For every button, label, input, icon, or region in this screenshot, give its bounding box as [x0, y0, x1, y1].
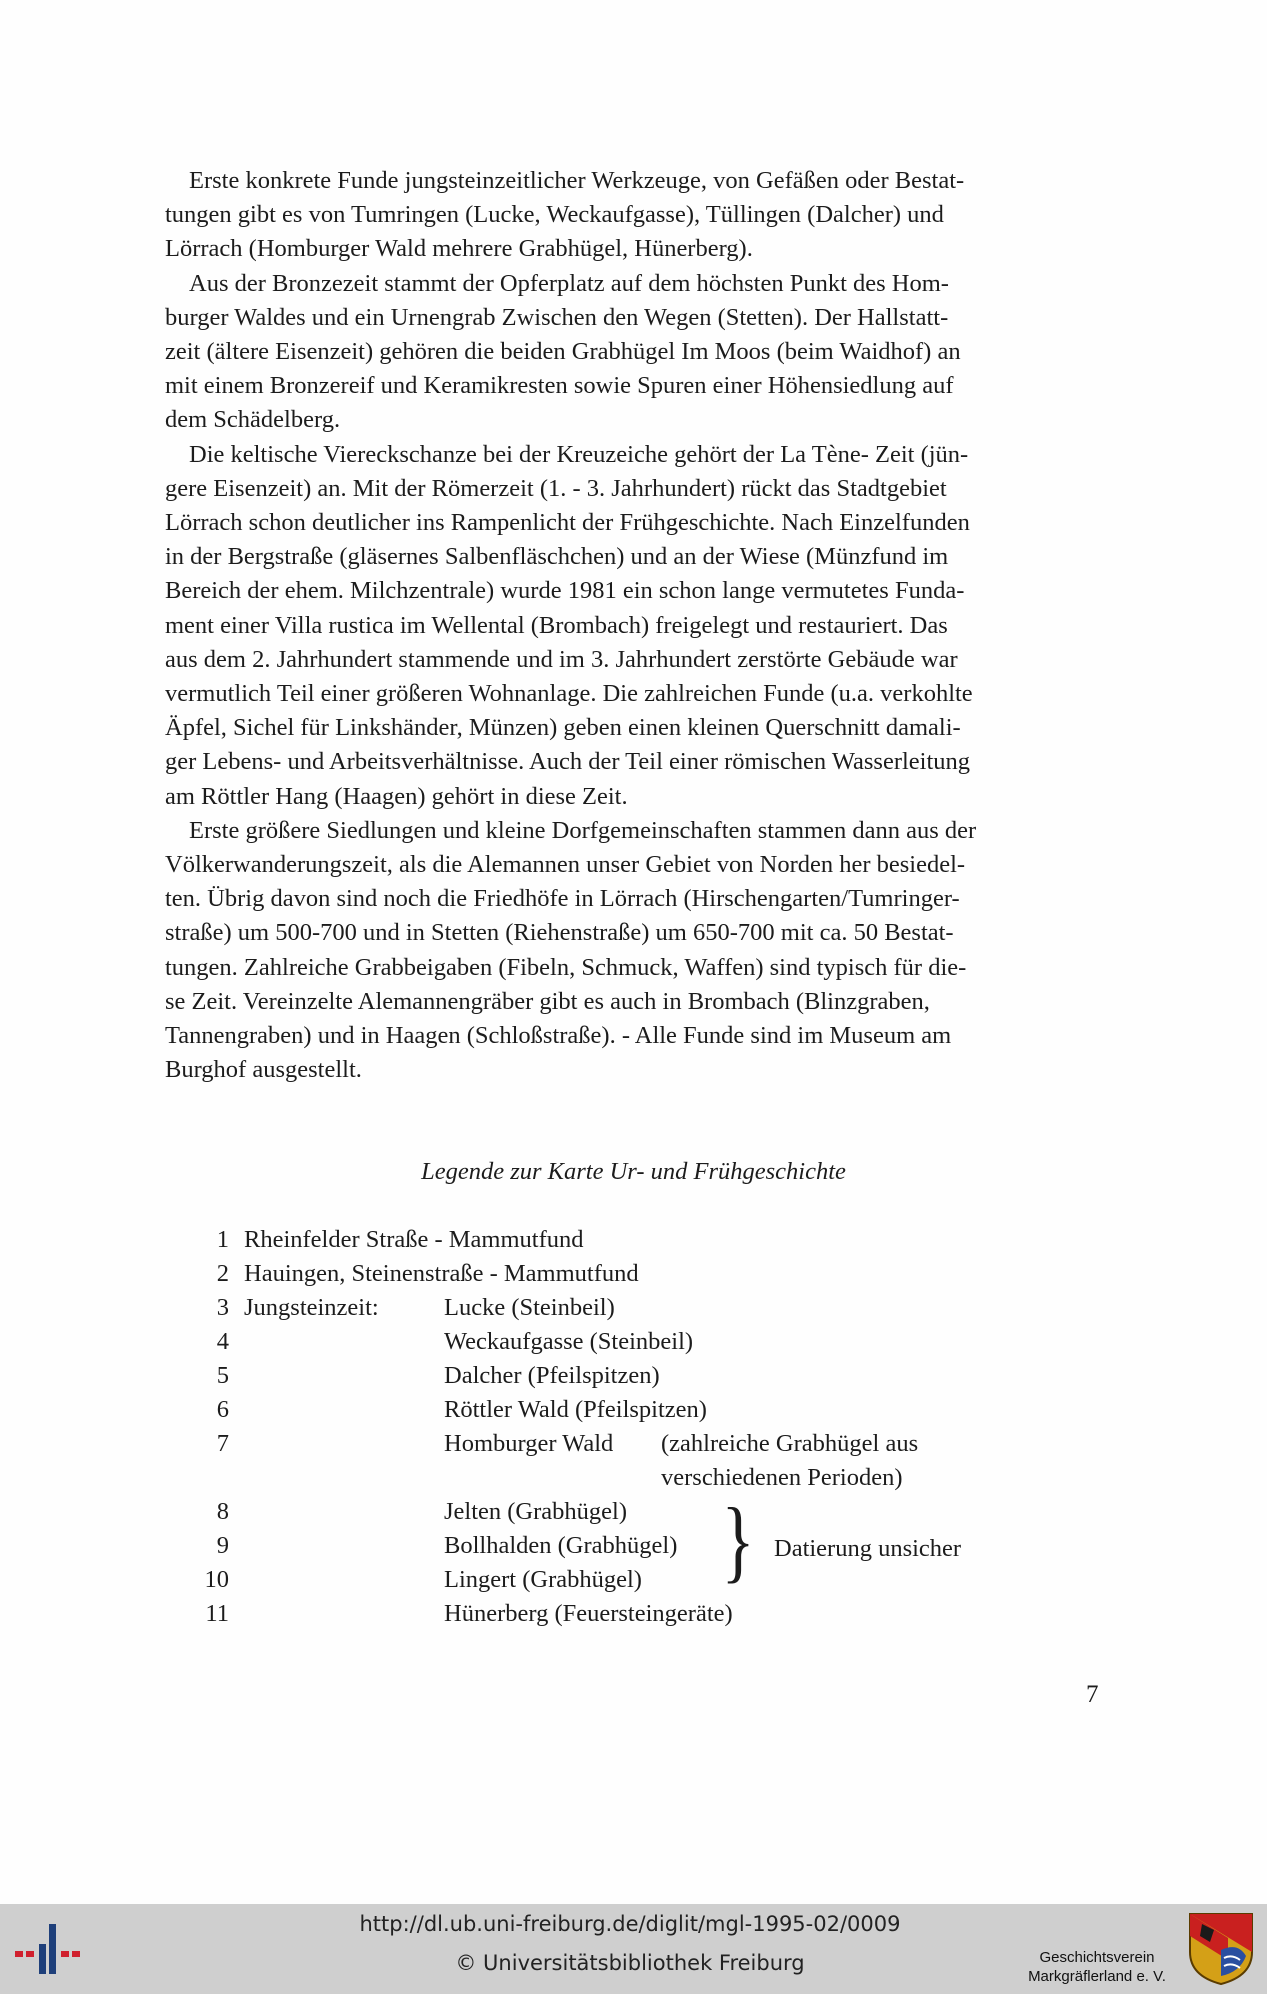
- society-name-line1: Geschichtsverein: [1039, 1949, 1155, 1966]
- paragraph: [165, 438, 1102, 814]
- legend-text: Rheinfelder Straße - Mammutfund: [244, 1226, 584, 1253]
- text-line: gere Eisenzeit) an. Mit der Römerzeit (1. - 3. Jahrhundert) rückt das Stadtgebiet: [165, 474, 947, 502]
- legend-number: 4: [216, 1328, 229, 1355]
- legend-number: 9: [216, 1532, 229, 1559]
- legend-number: 10: [204, 1566, 229, 1593]
- legend-site: Lucke (Steinbeil): [444, 1294, 615, 1321]
- legend-number: 6: [216, 1396, 229, 1423]
- legend-number: 3: [216, 1294, 229, 1321]
- legend-site: Bollhalden (Grabhügel): [444, 1532, 678, 1559]
- text-line: mit einem Bronzereif und Keramikresten sowie Spuren einer Höhensiedlung auf: [165, 372, 954, 400]
- legend-title: Legende zur Karte Ur- und Frühgeschichte: [421, 1158, 846, 1185]
- legend-site: Lingert (Grabhügel): [444, 1566, 642, 1593]
- coat-of-arms-icon: [1188, 1912, 1254, 1986]
- legend-row: [0, 1498, 1267, 1532]
- text-line: Bereich der ehem. Milchzentrale) wurde 1981 ein schon lange vermutetes Funda-: [165, 577, 965, 605]
- body-text: [165, 164, 1102, 1087]
- legend-row: [0, 1430, 1267, 1464]
- legend-site: Weckaufgasse (Steinbeil): [444, 1328, 694, 1355]
- text-line: aus dem 2. Jahrhundert stammende und im 3. Jahrhundert zerstörte Gebäude war: [165, 645, 958, 673]
- legend-text: Hauingen, Steinenstraße - Mammutfund: [244, 1260, 639, 1287]
- text-line: Tannengraben) und in Haagen (Schloßstraße). - Alle Funde sind im Museum am: [165, 1022, 952, 1050]
- legend-brace-note: Datierung unsicher: [774, 1535, 962, 1562]
- text-line: vermutlich Teil einer größeren Wohnanlage. Die zahlreichen Funde (u.a. verkohlte: [165, 680, 973, 708]
- text-line: ger Lebens- und Arbeitsverhältnisse. Auch der Teil einer römischen Wasserleitung: [165, 748, 971, 776]
- text-line: Erste konkrete Funde jungsteinzeitlicher Werkzeuge, von Gefäßen oder Bestat-: [189, 167, 965, 194]
- page-number: 7: [1086, 1681, 1099, 1708]
- legend-row: [0, 1226, 1267, 1260]
- paragraph: [165, 164, 1102, 267]
- text-line: straße) um 500-700 und in Stetten (Riehenstraße) um 650-700 mit ca. 50 Bestat-: [165, 919, 954, 947]
- text-line: Die keltische Viereckschanze bei der Kreuzeiche gehört der La Tène- Zeit (jün-: [189, 440, 969, 468]
- legend-number: 5: [216, 1362, 229, 1389]
- legend-row: [0, 1600, 1267, 1634]
- text-line: Erste größere Siedlungen und kleine Dorfgemeinschaften stammen dann aus der: [189, 816, 977, 844]
- curly-brace-icon: }: [721, 1489, 755, 1591]
- text-line: zeit (ältere Eisenzeit) gehören die beiden Grabhügel Im Moos (beim Waidhof) an: [165, 338, 961, 366]
- legend-site: Homburger Wald: [444, 1430, 614, 1457]
- text-line: tungen. Zahlreiche Grabbeigaben (Fibeln, Schmuck, Waffen) sind typisch für die-: [165, 953, 967, 981]
- viewer-footer: [0, 1904, 1267, 1994]
- text-line: tungen gibt es von Tumringen (Lucke, Weckaufgasse), Tüllingen (Dalcher) und: [165, 201, 944, 229]
- text-line: Völkerwanderungszeit, als die Alemannen unser Gebiet von Norden her besiedel-: [165, 851, 966, 879]
- legend-number: 7: [216, 1430, 229, 1457]
- university-library-logo-icon: [15, 1924, 81, 1974]
- legend-number: 1: [216, 1226, 229, 1253]
- legend-site: Röttler Wald (Pfeilspitzen): [444, 1396, 707, 1423]
- legend-row: [0, 1362, 1267, 1396]
- document-url-link[interactable]: http://dl.ub.uni-freiburg.de/diglit/mgl-1995-02/0009: [359, 1912, 901, 1936]
- text-line: Aus der Bronzezeit stammt der Opferplatz auf dem höchsten Punkt des Hom-: [189, 269, 949, 297]
- society-name: [1012, 1948, 1182, 1986]
- legend-row: [0, 1328, 1267, 1362]
- legend-site: Jelten (Grabhügel): [444, 1498, 627, 1525]
- legend-note: (zahlreiche Grabhügel aus: [661, 1430, 919, 1457]
- legend-number: 2: [216, 1260, 229, 1287]
- text-line: ment einer Villa rustica im Wellental (Brombach) freigelegt und restauriert. Das: [165, 611, 948, 639]
- text-line: ten. Übrig davon sind noch die Friedhöfe in Lörrach (Hirschengarten/Tumringer-: [165, 885, 960, 913]
- text-line: Lörrach (Homburger Wald mehrere Grabhügel, Hünerberg).: [165, 235, 753, 263]
- text-line: dem Schädelberg.: [165, 406, 341, 434]
- text-line: Äpfel, Sichel für Linkshänder, Münzen) geben einen kleinen Querschnitt damali-: [165, 714, 961, 742]
- legend-row: [0, 1464, 1267, 1498]
- copyright-text: © Universitätsbibliothek Freiburg: [455, 1951, 805, 1975]
- society-name-line2: Markgräflerland e. V.: [1028, 1968, 1166, 1985]
- text-line: Burghof ausgestellt.: [165, 1056, 362, 1084]
- legend-row: [0, 1294, 1267, 1328]
- text-line: in der Bergstraße (gläsernes Salbenfläschchen) und an der Wiese (Münzfund im: [165, 543, 949, 571]
- legend-note: verschiedenen Perioden): [661, 1464, 903, 1491]
- legend-row: [0, 1566, 1267, 1600]
- text-line: burger Waldes und ein Urnengrab Zwischen den Wegen (Stetten). Der Hallstatt-: [165, 303, 949, 331]
- legend-row: [0, 1532, 1267, 1566]
- legend-number: 11: [205, 1600, 229, 1627]
- legend-row: [0, 1396, 1267, 1430]
- paragraph: [165, 267, 1102, 438]
- legend-site: Hünerberg (Feuersteingeräte): [444, 1600, 733, 1627]
- text-line: Lörrach schon deutlicher ins Rampenlicht der Frühgeschichte. Nach Einzelfunden: [165, 509, 970, 537]
- text-line: am Röttler Hang (Haagen) gehört in diese Zeit.: [165, 782, 628, 810]
- legend-row: [0, 1260, 1267, 1294]
- legend-number: 8: [216, 1498, 229, 1525]
- legend-list: [0, 1226, 1267, 1634]
- legend-site: Dalcher (Pfeilspitzen): [444, 1362, 660, 1389]
- legend-period: Jungsteinzeit:: [244, 1294, 379, 1321]
- text-line: se Zeit. Vereinzelte Alemannengräber gibt es auch in Brombach (Blinzgraben,: [165, 987, 930, 1015]
- paragraph: [165, 814, 1102, 1088]
